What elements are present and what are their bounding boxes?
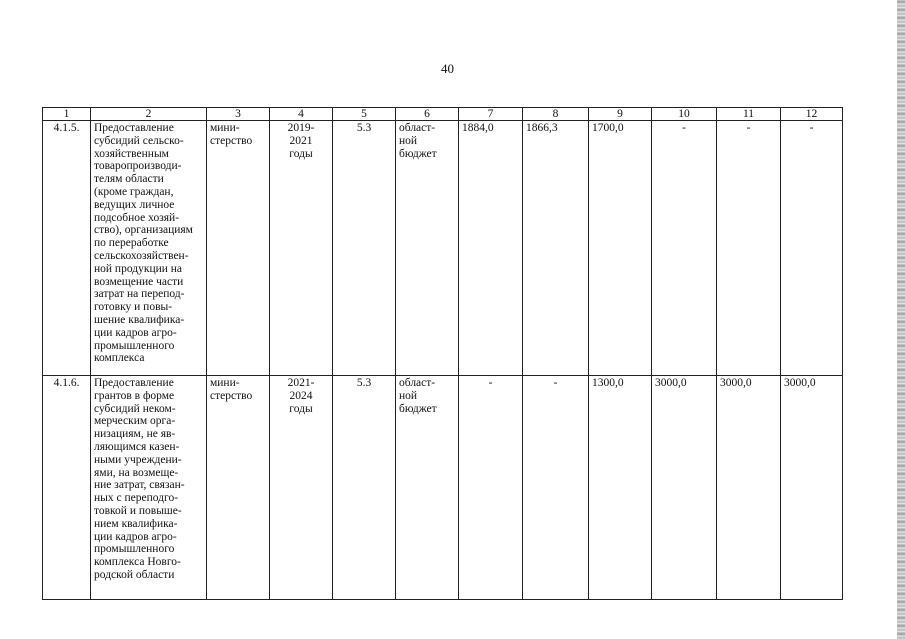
- value-cell-12: 3000,0: [781, 376, 843, 600]
- table-row: [43, 376, 843, 600]
- measure-description: Предоставление субсидий сельско- хозяйственным товаропроизводи- телям области (кроме граждан, ведущих личное подсобное хозяй- ство), организациям по переработке сельскохозяйствен- ной продукции на возмещение части затрат на перепод- готовку и повы- шение квалифика- ции кадров агро- промышленного комплекса: [91, 121, 207, 376]
- period-cell: 2021- 2024 годы: [270, 376, 333, 600]
- value-cell-7: 1884,0: [459, 121, 523, 376]
- column-header: 6: [396, 108, 459, 121]
- row-number: 4.1.6.: [43, 376, 91, 600]
- column-header: 11: [717, 108, 781, 121]
- executor-cell: мини- стерство: [207, 121, 270, 376]
- executor-cell: мини- стерство: [207, 376, 270, 600]
- table-row: [43, 121, 843, 376]
- column-header: 9: [589, 108, 652, 121]
- column-header: 3: [207, 108, 270, 121]
- funding-source-cell: област- ной бюджет: [396, 376, 459, 600]
- scan-edge-artifact: [897, 0, 905, 639]
- value-cell-9: 1700,0: [589, 121, 652, 376]
- program-table: [42, 107, 843, 600]
- column-header: 2: [91, 108, 207, 121]
- target-indicator-cell: 5.3: [333, 121, 396, 376]
- value-cell-7: -: [459, 376, 523, 600]
- value-cell-9: 1300,0: [589, 376, 652, 600]
- value-cell-10: 3000,0: [652, 376, 717, 600]
- row-number: 4.1.5.: [43, 121, 91, 376]
- value-cell-8: -: [523, 376, 589, 600]
- funding-source-cell: област- ной бюджет: [396, 121, 459, 376]
- column-header: 8: [523, 108, 589, 121]
- target-indicator-cell: 5.3: [333, 376, 396, 600]
- column-header: 10: [652, 108, 717, 121]
- value-cell-12: -: [781, 121, 843, 376]
- column-header: 7: [459, 108, 523, 121]
- value-cell-11: -: [717, 121, 781, 376]
- value-cell-11: 3000,0: [717, 376, 781, 600]
- column-number-row: [43, 108, 843, 121]
- measure-description: Предоставление грантов в форме субсидий неком- мерческим орга- низациям, не яв- ляющимся казен- ными учреждени- ями, на возмеще- ние затрат, связан- ных с переподго- товкой и повыше- нием квалифика- ции кадров агро- промышленного комплекса Новго- родской области: [91, 376, 207, 600]
- page-number: 40: [441, 61, 454, 76]
- value-cell-10: -: [652, 121, 717, 376]
- column-header: 4: [270, 108, 333, 121]
- column-header: 12: [781, 108, 843, 121]
- column-header: 1: [43, 108, 91, 121]
- period-cell: 2019- 2021 годы: [270, 121, 333, 376]
- value-cell-8: 1866,3: [523, 121, 589, 376]
- column-header: 5: [333, 108, 396, 121]
